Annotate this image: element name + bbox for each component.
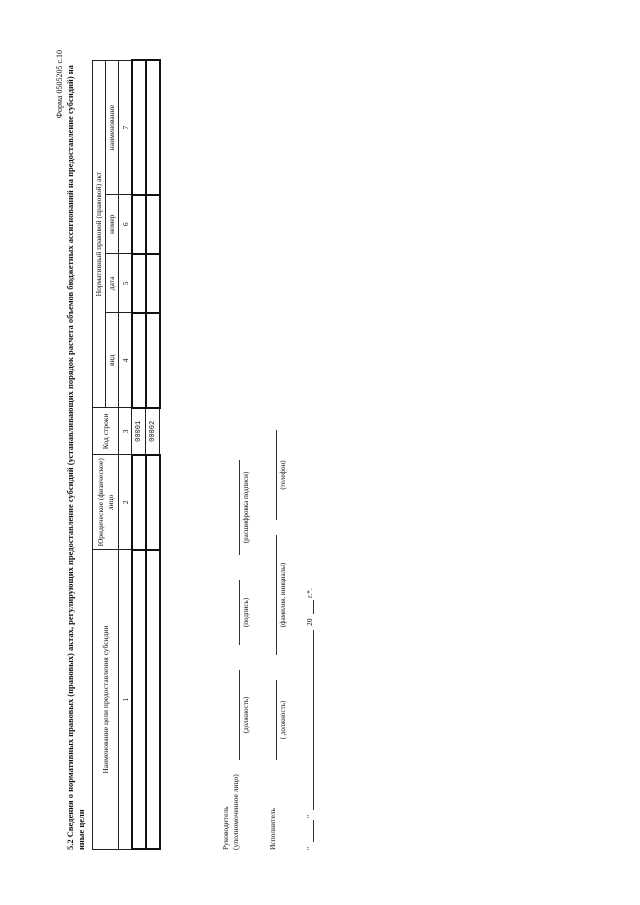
head-position-line[interactable] xyxy=(239,670,240,760)
act-number-cell[interactable] xyxy=(146,195,160,254)
act-type-cell[interactable] xyxy=(132,313,146,408)
executor-phone-line[interactable] xyxy=(276,430,277,520)
column-numbers-row xyxy=(119,61,132,850)
caption-fio: (фамилия, инициалы) xyxy=(279,562,287,628)
col-number: 5 xyxy=(119,254,132,313)
goal-cell[interactable] xyxy=(132,550,146,850)
header-goal-name: Наименование цели предоставления субсидии xyxy=(93,550,119,850)
col-number: 6 xyxy=(119,195,132,254)
caption-signature: (подпись) xyxy=(242,597,250,628)
header-act-number: номер xyxy=(106,195,119,254)
act-date-cell[interactable] xyxy=(146,254,160,313)
date-suffix: г.*. xyxy=(305,588,314,598)
form-id: Форма 0505205 с.10 xyxy=(55,50,64,119)
date-year-line[interactable] xyxy=(313,600,314,614)
rotated-page xyxy=(55,50,600,850)
header-act-group: Нормативный правовой (правовой) акт xyxy=(93,61,106,408)
act-type-cell[interactable] xyxy=(146,313,160,408)
head-signature-line[interactable] xyxy=(239,580,240,645)
row-code-cell: 00001 xyxy=(132,408,146,455)
row-code-cell: 00002 xyxy=(146,408,160,455)
col-number: 3 xyxy=(119,408,132,455)
header-row-code: Код строки xyxy=(93,408,119,455)
col-number: 2 xyxy=(119,455,132,550)
executor-label: Исполнитель xyxy=(268,808,277,850)
date-year-prefix: 20 xyxy=(305,618,314,626)
caption-position-2: ( должность) xyxy=(279,700,287,740)
entity-cell[interactable] xyxy=(146,455,160,550)
entity-cell[interactable] xyxy=(132,455,146,550)
date-day-line[interactable] xyxy=(313,820,314,842)
head-decode-line[interactable] xyxy=(239,460,240,555)
header-legal-entity: Юридическое (физическое) лицо xyxy=(93,455,119,550)
head-label-authorized: (уполномоченное лицо) xyxy=(231,774,240,850)
col-number: 7 xyxy=(119,61,132,195)
goal-cell[interactable] xyxy=(146,550,160,850)
header-act-name: наименование xyxy=(106,61,119,195)
caption-position: (должность) xyxy=(242,696,250,734)
col-number: 4 xyxy=(119,313,132,408)
header-act-type: вид xyxy=(106,313,119,408)
executor-position-line[interactable] xyxy=(276,680,277,760)
header-row-1 xyxy=(93,61,106,850)
header-act-date: дата xyxy=(106,254,119,313)
table-row xyxy=(132,61,146,850)
date-quote-open: " xyxy=(305,846,314,850)
col-number: 1 xyxy=(119,550,132,850)
table-row xyxy=(146,61,160,850)
caption-phone: (телефон) xyxy=(279,460,287,490)
executor-fio-line[interactable] xyxy=(276,535,277,655)
date-month-line[interactable] xyxy=(313,630,314,810)
act-number-cell[interactable] xyxy=(132,195,146,254)
act-name-cell[interactable] xyxy=(132,61,146,195)
section-title: 5.2 Сведения о нормативных правовых (правовых) актах, регулирующих предоставление субсидий (устанавливающих порядок расчета объемов бюджетных ассигнований на предоставление субсидий) на иные цели xyxy=(65,65,86,850)
act-name-cell[interactable] xyxy=(146,61,160,195)
acts-table xyxy=(92,60,160,850)
act-date-cell[interactable] xyxy=(132,254,146,313)
date-quote-close: " xyxy=(305,814,314,818)
head-label: Руководитель xyxy=(221,806,230,850)
caption-decode: (расшифровка подписи) xyxy=(242,471,250,544)
